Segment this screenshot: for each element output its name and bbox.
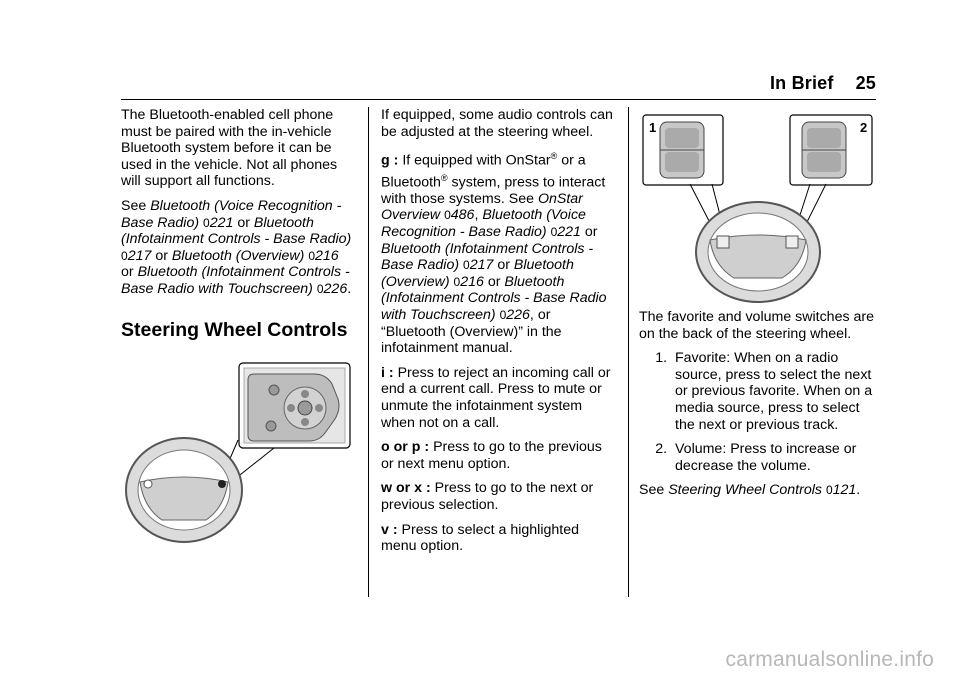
up-down-entry [381,480,616,513]
end-call-entry [381,365,616,431]
column-1 [121,107,353,358]
see-label: See [639,482,665,499]
section-title: In Brief [769,73,834,93]
infotainment-manual-text: or “Bluetooth (Overview)” in the infotainment manual. [381,307,562,357]
or-text: or [497,257,510,274]
or-text: or [487,273,501,290]
registered-mark: ® [440,172,448,183]
ref-page[interactable]: 217 [127,247,152,264]
ref-arrow-icon: 0 [453,274,461,289]
ref-onstar[interactable]: OnStar Overview [381,190,583,224]
ref-bt-infotainment[interactable]: Bluetooth (Infotainment Controls - Base Radio) [381,240,594,274]
intro-paragraph: If equipped, some audio controls can be adjusted at the steering wheel. [381,107,613,140]
talk-text: or a Bluetooth [381,152,586,191]
right-arrow-icon: p [411,439,421,456]
down-arrow-icon: x [414,480,423,497]
ref-page[interactable]: 217 [469,257,494,274]
end-call-text: Press to reject an incoming call or end a current call. Press to mute or unmute the infotainment system when not on a call. [381,364,611,431]
ref-arrow-icon: 0 [499,308,507,322]
ref-arrow-icon: 0 [203,215,210,230]
figure-label-2: 2 [860,120,868,135]
header-rule [121,99,876,100]
ref-bt-touchscreen[interactable]: Bluetooth (Infotainment Controls - Base Radio with Touchscreen) [121,264,350,297]
sep-colon: : [388,364,394,381]
talk-text: If equipped with OnStar [402,152,551,169]
steering-wheel-controls-figure [122,360,354,550]
section-heading: Steering Wheel Controls [121,318,348,341]
end-call-icon: i [381,364,385,381]
rear-switches-figure [640,112,876,306]
or-text: or [237,214,250,231]
sep-colon: : [392,521,398,538]
page-number: 25 [855,73,876,93]
ref-arrow-icon: 0 [121,248,128,263]
ref-bt-overview[interactable]: Bluetooth (Overview) [381,257,574,290]
ref-page[interactable]: 486 [450,207,475,224]
ref-bt-voice[interactable]: Bluetooth (Voice Recognition - Base Radio) [121,197,342,231]
push-to-talk-entry: g : If equipped with OnStar® or a Bluetooth® system, press to interact with those systems. See OnStar Overview 0486, Bluetooth (Voice Recognition - Base Radio) 0221 or Bluetooth (Infotainment Controls - Base Radio) 0217 or Bluetooth (Overview) 0216 or Bluetooth (Infotainment Controls - Base Radio with Touchscreen) 0226, or “Bluetooth (Overview)” in the infotainment manual. [381,151,607,357]
watermark: carmanualsonline.info [725,648,934,671]
sep-colon: : [393,152,399,169]
ref-bt-infotainment[interactable]: Bluetooth (Infotainment Controls - Base Radio) [121,214,352,248]
see-references: See Bluetooth (Voice Recognition - Base Radio) 0221 or Bluetooth (Infotainment Controls - Base Radio) 0217 or Bluetooth (Overview) 0216 or Bluetooth (Infotainment Controls - Base Radio with Touchscreen) 0226. [121,197,352,297]
column-3 [639,309,879,507]
ref-page[interactable]: 221 [557,224,581,241]
or-text: or [396,480,411,497]
checkmark-icon: v [381,521,389,538]
ref-arrow-icon: 0 [308,248,315,263]
list-item: 2. Volume: Press to increase or decrease the volume. [671,441,879,474]
left-arrow-icon: o [381,439,390,456]
or-text: or [584,224,598,241]
ref-page[interactable]: 221 [209,214,234,231]
or-text: or [155,247,168,264]
sep-colon: : [424,439,430,456]
page-header [770,73,876,94]
ref-page[interactable]: 216 [460,273,484,290]
ref-bt-touchscreen[interactable]: Bluetooth (Infotainment Controls - Base Radio with Touchscreen) [381,273,607,323]
see-steering-ref: See Steering Wheel Controls 0121. [639,482,861,499]
ref-arrow-icon: 0 [444,208,451,223]
or-text: or [393,439,408,456]
ref-arrow-icon: 0 [825,483,833,498]
ref-bt-voice[interactable]: Bluetooth (Voice Recognition - Base Radio) [381,207,586,241]
ref-page[interactable]: 226 [323,280,348,297]
column-2 [381,107,616,563]
ref-arrow-icon: 0 [550,225,558,240]
switches-paragraph: The favorite and volume switches are on the back of the steering wheel. [639,309,874,342]
column-divider-2 [628,107,629,597]
ref-steering-wheel-controls[interactable]: Steering Wheel Controls [668,482,822,499]
list-item: 1. Favorite: When on a radio source, press to select the next or previous favorite. When on a media source, press to select the next or previous track. [671,350,879,433]
ref-page[interactable]: 121 [832,482,857,499]
sep-colon: : [425,480,431,497]
registered-mark: ® [550,151,558,162]
select-entry [381,522,616,555]
ref-page[interactable]: 226 [506,307,530,323]
column-divider-1 [368,107,369,597]
ref-arrow-icon: 0 [463,258,470,273]
ref-bt-overview[interactable]: Bluetooth (Overview) [171,247,305,264]
left-right-entry [381,439,616,472]
left-right-text: Press to go to the previous or next menu option. [381,439,602,472]
ref-arrow-icon: 0 [316,281,324,296]
figure-label-1: 1 [649,120,657,135]
push-to-talk-icon: g [381,152,390,169]
select-text: Press to select a highlighted menu option. [381,521,579,555]
see-label: See [121,197,147,214]
talk-text: system, press to interact with those systems. See [381,174,606,207]
pairing-paragraph: The Bluetooth-enabled cell phone must be paired with the in-vehicle Bluetooth system before it can be used in the vehicle. Not all phones will support all functions. [121,107,338,190]
up-down-text: Press to go to the next or previous selection. [381,480,594,513]
up-arrow-icon: w [381,480,393,497]
or-text: or [121,264,134,281]
ref-page[interactable]: 216 [315,247,339,264]
switch-list [639,350,879,474]
